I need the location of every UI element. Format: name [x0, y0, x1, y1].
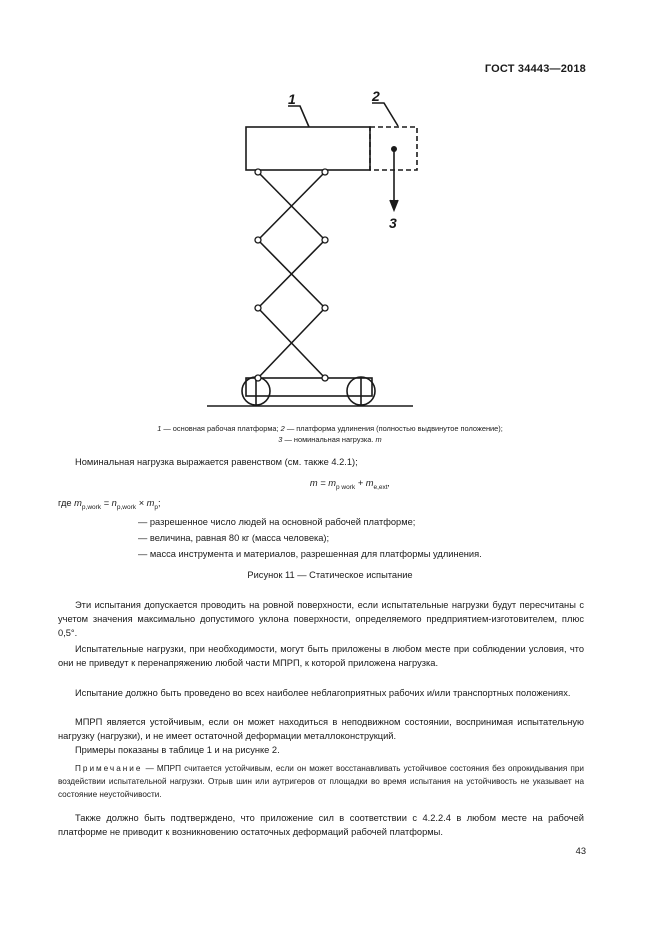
main-formula: $m = m_{p work} + m_{e,ext}$,	[309, 478, 391, 491]
paragraph-1: Эти испытания допускается проводить на ровной поверхности, если испытательные нагрузки будут пересчитаны с учетом значения максимально допустимого уклона поверхности, определяемого предприятием-изготовителем, плюс 0,5°.	[58, 600, 584, 638]
figure-title: Рисунок 11 — Статическое испытание	[247, 570, 413, 580]
leader-line-1	[288, 106, 309, 127]
paragraph-4: МПРП является устойчивым, если он может находиться в неподвижном состоянии, воспринимая испытательную нагрузку (нагрузки), и не имеет остаточной деформации металлоконструкций.	[58, 717, 584, 741]
paragraph-2: Испытательные нагрузки, при необходимости, могут быть приложены в любом месте при соблюдении условия, что они не приведут к перенапряжению любой части МПРП, к которой приложена нагрузка.	[58, 644, 584, 668]
note: Примечание — МПРП считается устойчивым, если он может восстанавливать устойчивое состояния без опрокидывания при воздействии испытательной нагрузки. Отрыв шин или аутригеров от площадки во время испытания на устойчивость не указывает на состояние неустойчивости.	[58, 764, 584, 799]
page-number: 43	[575, 846, 586, 856]
leader-line-2	[372, 103, 398, 126]
paragraph-3: Испытание должно быть проведено во всех наиболее неблагоприятных рабочих и/или транспортных положениях.	[75, 688, 571, 698]
final-paragraph: Также должно быть подтверждено, что приложение сил в соответствии с 4.2.2.4 в любом месте на рабочей платформе не приводит к возникновению остаточных деформаций рабочей платформы.	[58, 813, 584, 837]
callout-3: 3	[389, 215, 397, 231]
where-formula: где $m_{p,work} = n_{p,work} \times m_p$;	[58, 498, 161, 511]
standard-designation: ГОСТ 34443—2018	[484, 63, 586, 75]
main-work-platform	[246, 127, 370, 170]
scissor-lift-figure	[0, 0, 661, 420]
figure-legend-line-2: 3 — номинальная нагрузка. m	[278, 435, 382, 444]
formula-intro: Номинальная нагрузка выражается равенством (см. также 4.2.1);	[75, 457, 358, 467]
callout-1: 1	[288, 91, 296, 107]
callout-2: 2	[372, 88, 380, 104]
load-point	[391, 146, 397, 152]
paragraph-5: Примеры показаны в таблице 1 и на рисунке 2.	[75, 745, 280, 755]
pivot-joint	[255, 169, 261, 175]
figure-legend-line-1: 1 — основная рабочая платформа; 2 — платформа удлинения (полностью выдвинутое положение);	[157, 424, 503, 433]
